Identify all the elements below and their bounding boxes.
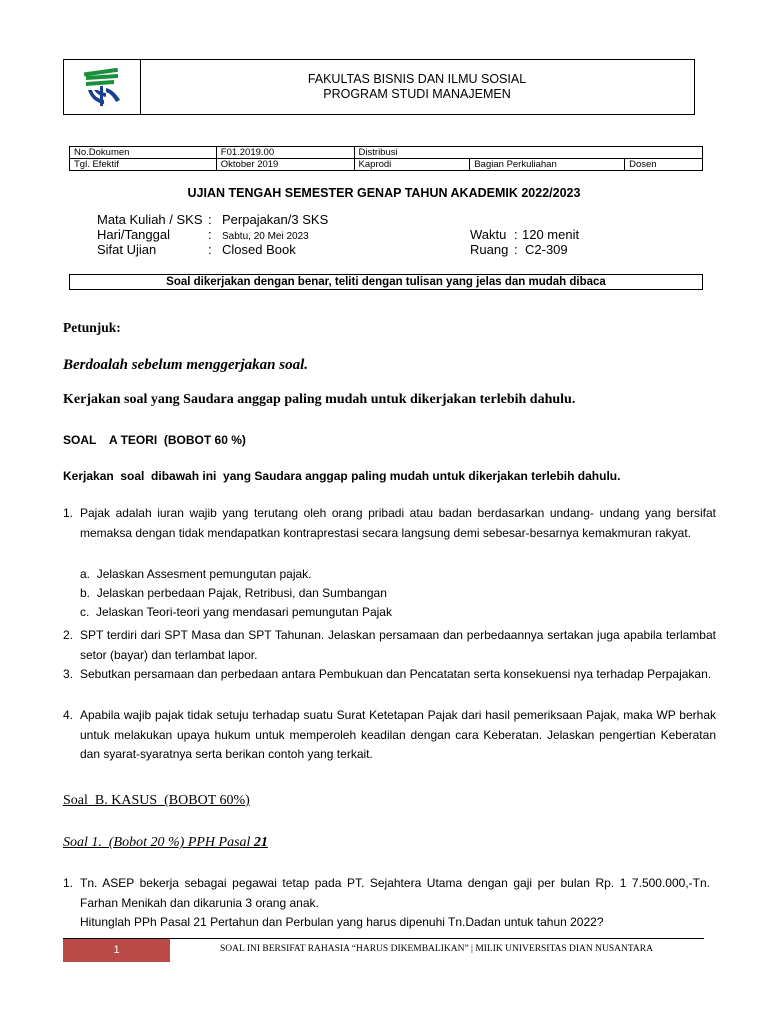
sub-item-text: Jelaskan Teori-teori yang mendasari pemungutan Pajak bbox=[96, 605, 392, 619]
question-number: 3. bbox=[63, 667, 74, 681]
course-label: Mata Kuliah / SKS bbox=[97, 212, 203, 227]
header-title bbox=[140, 72, 694, 102]
room-label: Ruang bbox=[470, 242, 509, 257]
separator: : bbox=[208, 212, 212, 227]
sub-item-letter: a. bbox=[80, 567, 91, 581]
page-number: 1 bbox=[63, 939, 170, 962]
date-value: Sabtu, 20 Mei 2023 bbox=[222, 231, 309, 242]
question-number: 1. bbox=[63, 506, 74, 520]
question-text: Sebutkan persamaan dan perbedaan antara Pembukuan dan Pencatatan serta konsekuensi nya terhadap Perpajakan. bbox=[80, 667, 712, 681]
list-item bbox=[80, 565, 312, 585]
time-value: 120 menit bbox=[522, 227, 580, 242]
case-question-text bbox=[80, 874, 710, 933]
section-a-title: SOAL A TEORI (BOBOT 60 %) bbox=[63, 433, 246, 447]
table-row bbox=[70, 147, 703, 159]
table-cell: Distribusi bbox=[354, 147, 702, 159]
table-cell: Kaprodi bbox=[354, 159, 470, 171]
question-text: SPT terdiri dari SPT Masa dan SPT Tahunan. Jelaskan persamaan dan perbedaannya sertakan juga apabila terlambat setor (bayar) dan terlambat lapor. bbox=[80, 628, 716, 662]
footer-text: SOAL INI BERSIFAT RAHASIA “HARUS DIKEMBALIKAN” | MILIK UNIVERSITAS DIAN NUSANTARA bbox=[220, 944, 653, 954]
sub-item-text: Jelaskan perbedaan Pajak, Retribusi, dan Sumbangan bbox=[96, 586, 387, 600]
table-cell: Tgl. Efektif bbox=[70, 159, 217, 171]
time-label: Waktu bbox=[470, 227, 507, 242]
soal-1-pasal-number: 21 bbox=[253, 835, 268, 850]
document-info-table bbox=[69, 146, 703, 171]
header-box bbox=[63, 59, 695, 115]
section-b-title: Soal B. KASUS (BOBOT 60%) bbox=[63, 793, 250, 808]
separator: : bbox=[514, 242, 518, 257]
case-task: Hitunglah PPh Pasal 21 Pertahun dan Perbulan yang harus dipenuhi Tn.Dadan untuk tahun 2022? bbox=[80, 915, 604, 929]
pray-instruction: Berdoalah sebelum menggerjakan soal. bbox=[63, 357, 309, 373]
logo-cell bbox=[64, 60, 141, 114]
list-item bbox=[80, 603, 392, 623]
question-text: Apabila wajib pajak tidak setuju terhadap suatu Surat Ketetapan Pajak dari hasil pemeriksaan Pajak, maka WP berhak untuk melakukan upaya hukum untuk memperoleh keadilan dengan cara Keberatan. Jelaskan pengertian Keberatan dan syarat-syaratnya serta berikan contoh yang terkait. bbox=[80, 708, 716, 761]
soal-1-prefix: Soal 1. (Bobot 20 %) PPH Pasal bbox=[63, 835, 254, 850]
case-text: Tn. ASEP bekerja sebagai pegawai tetap pada PT. Sejahtera Utama dengan gaji per bulan Rp. 1 7.500.000,-Tn. Farhan Menikah dan dikarunia 3 orang anak. bbox=[80, 876, 710, 910]
table-row bbox=[70, 159, 703, 171]
table-cell: No.Dokumen bbox=[70, 147, 217, 159]
exam-type-value: Closed Book bbox=[222, 242, 296, 257]
separator: : bbox=[514, 227, 518, 242]
question-number: 1. bbox=[63, 876, 74, 890]
exam-type-label: Sifat Ujian bbox=[97, 242, 157, 257]
easy-first-instruction: Kerjakan soal yang Saudara anggap paling mudah untuk dikerjakan terlebih dahulu. bbox=[63, 392, 576, 407]
separator: : bbox=[208, 242, 212, 257]
table-cell: Dosen bbox=[625, 159, 703, 171]
exam-title: UJIAN TENGAH SEMESTER GENAP TAHUN AKADEMIK 2022/2023 bbox=[187, 186, 581, 200]
table-cell: F01.2019.00 bbox=[216, 147, 354, 159]
soal-1-title bbox=[63, 835, 268, 851]
sub-item-letter: c. bbox=[80, 605, 90, 619]
program-name: PROGRAM STUDI MANAJEMEN bbox=[323, 87, 511, 101]
instructions-heading: Petunjuk: bbox=[63, 320, 121, 335]
sub-item-text: Jelaskan Assesment pemungutan pajak. bbox=[96, 567, 312, 581]
room-value: C2-309 bbox=[525, 242, 568, 257]
table-cell: Oktober 2019 bbox=[216, 159, 354, 171]
faculty-name: FAKULTAS BISNIS DAN ILMU SOSIAL bbox=[307, 72, 527, 86]
sub-item-letter: b. bbox=[80, 586, 91, 600]
university-logo-icon bbox=[82, 66, 124, 108]
course-value: Perpajakan/3 SKS bbox=[222, 212, 329, 227]
question-number: 4. bbox=[63, 708, 74, 722]
table-cell: Bagian Perkuliahan bbox=[470, 159, 625, 171]
notice-box: Soal dikerjakan dengan benar, teliti dengan tulisan yang jelas dan mudah dibaca bbox=[69, 274, 703, 290]
question-number: 2. bbox=[63, 628, 74, 642]
list-item bbox=[80, 584, 387, 604]
separator: : bbox=[208, 227, 212, 242]
section-a-intro: Kerjakan soal dibawah ini yang Saudara anggap paling mudah untuk dikerjakan terlebih dahulu. bbox=[63, 469, 621, 483]
date-label: Hari/Tanggal bbox=[97, 227, 170, 242]
question-text: Pajak adalah iuran wajib yang terutang oleh orang pribadi atau badan berdasarkan undang- undang yang bersifat memaksa dengan tidak mendapatkan kontraprestasi secara langsung demi sebesar-besarnya kemakmuran rakyat. bbox=[80, 506, 716, 540]
